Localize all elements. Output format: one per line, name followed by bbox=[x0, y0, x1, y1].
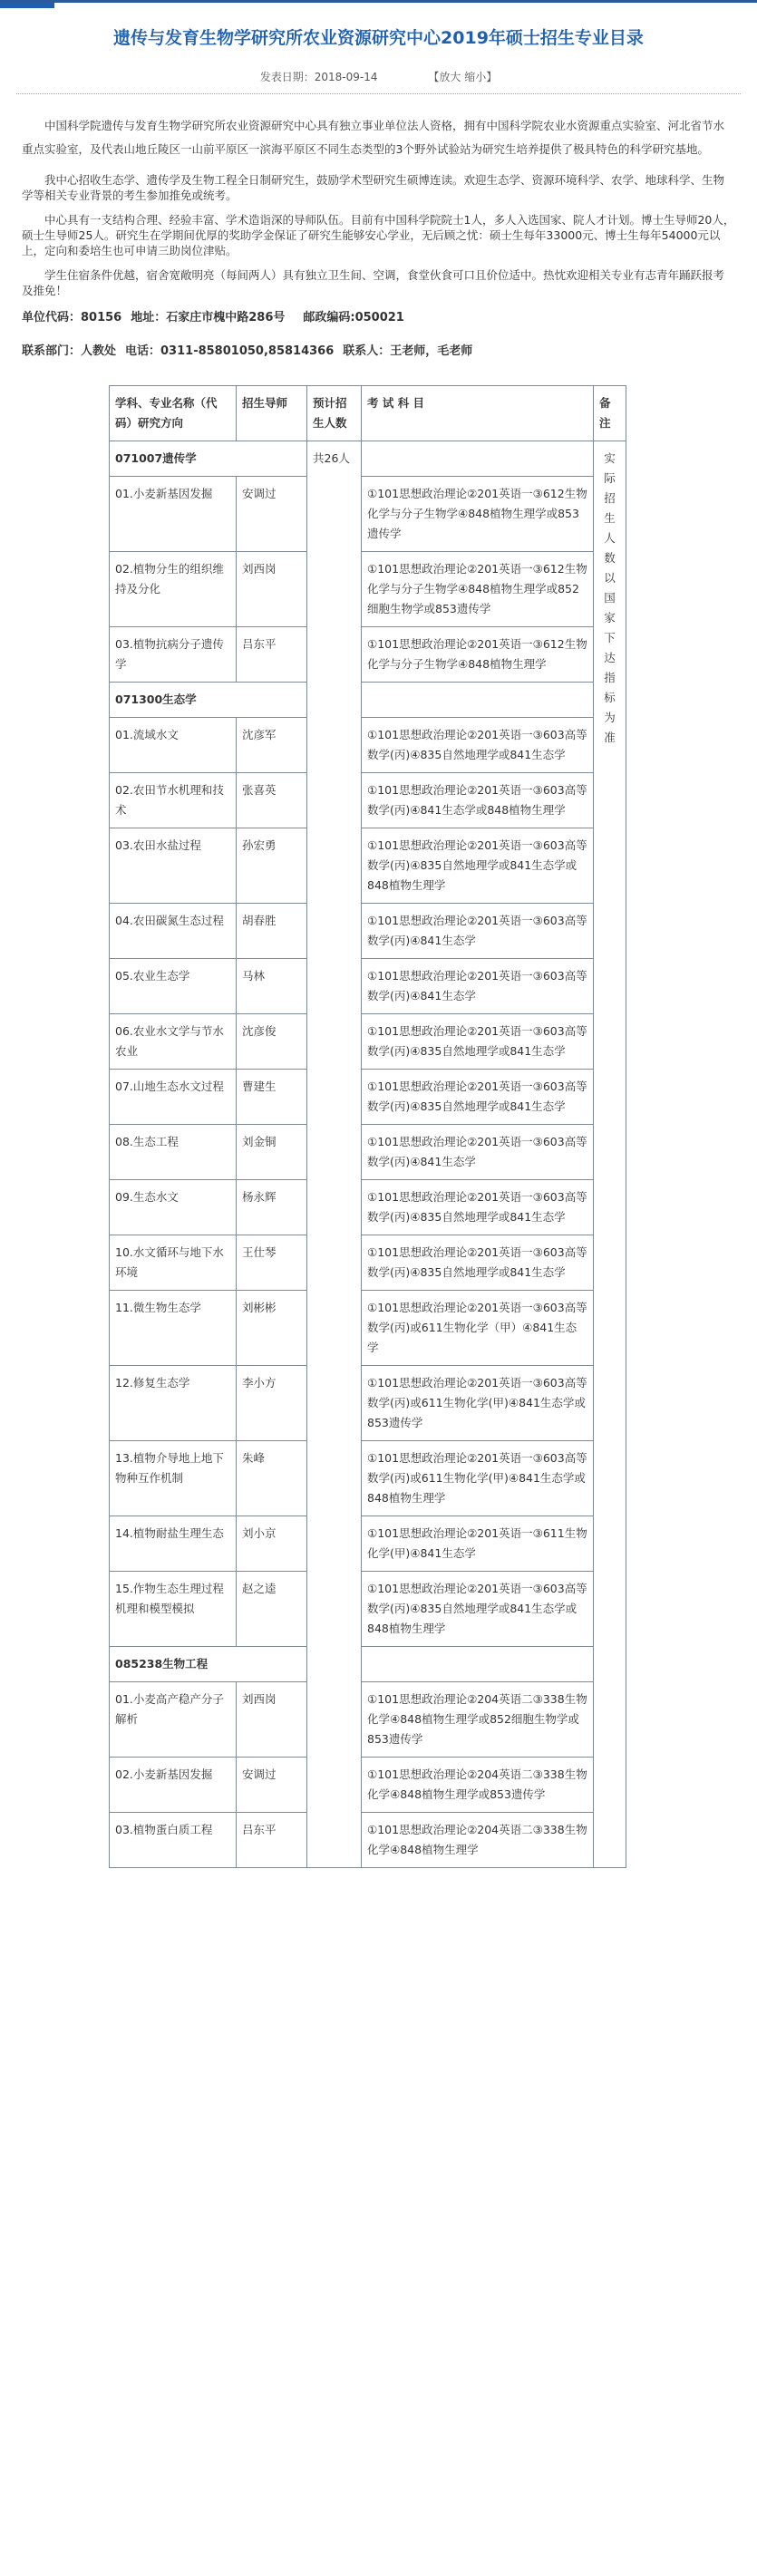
exam-subjects: ①101思想政治理论②204英语二③338生物化学④848植物生理学或853遗传学 bbox=[362, 1758, 594, 1813]
zoom-controls bbox=[428, 71, 497, 83]
breadcrumb-stub bbox=[0, 3, 54, 8]
research-direction: 01.流域水文 bbox=[110, 718, 237, 773]
table-row bbox=[110, 552, 626, 627]
table-row bbox=[110, 477, 626, 552]
unit-info bbox=[22, 307, 735, 324]
table-row bbox=[110, 627, 626, 683]
research-direction: 01.小麦高产稳产分子解析 bbox=[110, 1682, 237, 1758]
unit-code: 单位代码：80156 bbox=[22, 311, 122, 324]
header-note: 备注 bbox=[594, 386, 626, 441]
research-direction: 06.农业水文学与节水农业 bbox=[110, 1014, 237, 1070]
table-row bbox=[110, 1366, 626, 1441]
advisor-name: 胡春胜 bbox=[237, 904, 307, 959]
top-rule bbox=[0, 0, 757, 3]
section-row bbox=[110, 683, 626, 718]
table-row bbox=[110, 1014, 626, 1070]
advisor-name: 王仕琴 bbox=[237, 1235, 307, 1291]
table-row bbox=[110, 959, 626, 1014]
header-advisor: 招生导师 bbox=[237, 386, 307, 441]
table-row bbox=[110, 828, 626, 904]
table-row bbox=[110, 1125, 626, 1180]
exam-subjects: ①101思想政治理论②201英语一③603高等数学(丙)④841生态学或848植物生理学 bbox=[362, 773, 594, 828]
table-row bbox=[110, 1682, 626, 1758]
note-cell bbox=[594, 441, 626, 1868]
advisor-name: 刘西岗 bbox=[237, 552, 307, 627]
section-name: 071300生态学 bbox=[110, 683, 307, 718]
advisor-name: 张喜英 bbox=[237, 773, 307, 828]
exam-cell-empty bbox=[362, 683, 594, 718]
research-direction: 11.微生物生态学 bbox=[110, 1291, 237, 1366]
divider bbox=[16, 93, 741, 94]
zoom-out-link[interactable]: 缩小 bbox=[464, 71, 487, 83]
exam-subjects: ①101思想政治理论②201英语一③603高等数学(丙)④835自然地理学或841生态学 bbox=[362, 1014, 594, 1070]
advisor-name: 沈彦军 bbox=[237, 718, 307, 773]
exam-subjects: ①101思想政治理论②201英语一③603高等数学(丙)④835自然地理学或841生态学 bbox=[362, 1070, 594, 1125]
section-row bbox=[110, 1647, 626, 1682]
exam-subjects: ①101思想政治理论②201英语一③603高等数学(丙)④835自然地理学或841生态学 bbox=[362, 718, 594, 773]
zoom-bracket-open: 【 bbox=[428, 71, 440, 83]
advisor-name: 安调过 bbox=[237, 477, 307, 552]
research-direction: 02.小麦新基因发掘 bbox=[110, 1758, 237, 1813]
research-direction: 04.农田碳氮生态过程 bbox=[110, 904, 237, 959]
advisor-name: 杨永辉 bbox=[237, 1180, 307, 1235]
advisor-name: 吕东平 bbox=[237, 1813, 307, 1868]
exam-subjects: ①101思想政治理论②201英语一③603高等数学(丙)④835自然地理学或841生态学或848植物生理学 bbox=[362, 828, 594, 904]
advisor-name: 沈彦俊 bbox=[237, 1014, 307, 1070]
section-row bbox=[110, 441, 626, 477]
advisor-name: 曹建生 bbox=[237, 1070, 307, 1125]
quota-total: 共26人 bbox=[307, 441, 362, 1868]
intro-paragraph: 中国科学院遗传与发育生物学研究所农业资源研究中心具有独立事业单位法人资格，拥有中国科学院农业水资源重点实验室、河北省节水重点实验室，及代表山地丘陵区一山前平原区一滨海平原区不同生态类型的3个野外试验站为研究生培养提供了极具特色的科学研究基地。 bbox=[22, 119, 725, 156]
research-direction: 03.植物抗病分子遗传学 bbox=[110, 627, 237, 683]
advisor-name: 安调过 bbox=[237, 1758, 307, 1813]
research-direction: 05.农业生态学 bbox=[110, 959, 237, 1014]
research-direction: 15.作物生态生理过程机理和模型模拟 bbox=[110, 1572, 237, 1647]
exam-subjects: ①101思想政治理论②201英语一③603高等数学(丙)④841生态学 bbox=[362, 959, 594, 1014]
note-text: 实际招生人数以国家下达指标为准 bbox=[604, 451, 616, 744]
table-row bbox=[110, 718, 626, 773]
section-name: 085238生物工程 bbox=[110, 1647, 307, 1682]
advisor-name: 刘小京 bbox=[237, 1516, 307, 1572]
exam-subjects: ①101思想政治理论②204英语二③338生物化学④848植物生理学 bbox=[362, 1813, 594, 1868]
advisor-name: 马林 bbox=[237, 959, 307, 1014]
phone: 电话：0311-85801050,85814366 bbox=[125, 344, 335, 358]
research-direction: 13.植物介导地上地下物种互作机制 bbox=[110, 1441, 237, 1516]
advisor-name: 孙宏勇 bbox=[237, 828, 307, 904]
exam-subjects: ①101思想政治理论②201英语一③603高等数学(丙)④835自然地理学或841生态学 bbox=[362, 1180, 594, 1235]
page-title: 遗传与发育生物学研究所农业资源研究中心2019年硕士招生专业目录 bbox=[113, 28, 644, 48]
table-row bbox=[110, 1441, 626, 1516]
table-row bbox=[110, 1180, 626, 1235]
table-row bbox=[110, 1758, 626, 1813]
bottom-spacer bbox=[0, 1868, 757, 1895]
table-row bbox=[110, 1235, 626, 1291]
exam-subjects: ①101思想政治理论②201英语一③603高等数学(丙)④835自然地理学或841生态学或848植物生理学 bbox=[362, 1572, 594, 1647]
zoom-bracket-close: 】 bbox=[486, 71, 498, 83]
research-direction: 08.生态工程 bbox=[110, 1125, 237, 1180]
research-direction: 01.小麦新基因发掘 bbox=[110, 477, 237, 552]
contact-info bbox=[22, 341, 735, 358]
header-quota: 预计招生人数 bbox=[307, 386, 362, 441]
postcode: 邮政编码:050021 bbox=[303, 311, 404, 324]
table-row bbox=[110, 1070, 626, 1125]
table-row bbox=[110, 1516, 626, 1572]
exam-subjects: ①101思想政治理论②201英语一③611生物化学(甲)④841生态学 bbox=[362, 1516, 594, 1572]
research-direction: 03.植物蛋白质工程 bbox=[110, 1813, 237, 1868]
intro-paragraph: 我中心招收生态学、遗传学及生物工程全日制研究生，鼓励学术型研究生硕博连读。欢迎生态学、资源环境科学、农学、地球科学、生物学等相关专业背景的考生参加推免或统考。 bbox=[22, 173, 725, 202]
research-direction: 14.植物耐盐生理生态 bbox=[110, 1516, 237, 1572]
enrollment-table bbox=[109, 385, 626, 1868]
intro-paragraph: 学生住宿条件优越，宿舍宽敞明亮（每间两人）具有独立卫生间、空调，食堂伙食可口且价位适中。热忱欢迎相关专业有志青年踊跃报考及推免！ bbox=[22, 268, 725, 297]
exam-subjects: ①101思想政治理论②201英语一③603高等数学(丙)④841生态学 bbox=[362, 1125, 594, 1180]
table-row bbox=[110, 904, 626, 959]
article-meta bbox=[0, 69, 757, 84]
header-exam: 考 试 科 目 bbox=[362, 386, 594, 441]
table-row bbox=[110, 1572, 626, 1647]
table-row bbox=[110, 773, 626, 828]
department: 联系部门：人教处 bbox=[22, 344, 117, 358]
intro-paragraph: 中心具有一支结构合理、经验丰富、学术造诣深的导师队伍。目前有中国科学院院士1人，多人入选国家、院人才计划。博士生导师20人，硕士生导师25人。研究生在学期间优厚的奖助学金保证了研究生能够安心学业，无后顾之忧：硕士生每年33000元、博士生每年54000元以上，定向和委培生也可申请三助岗位津贴。 bbox=[22, 213, 735, 257]
zoom-in-link[interactable]: 放大 bbox=[439, 71, 461, 83]
advisor-name: 吕东平 bbox=[237, 627, 307, 683]
advisor-name: 刘西岗 bbox=[237, 1682, 307, 1758]
advisor-name: 李小方 bbox=[237, 1366, 307, 1441]
address: 地址：石家庄市槐中路286号 bbox=[131, 311, 286, 324]
exam-cell-empty bbox=[362, 441, 594, 477]
exam-subjects: ①101思想政治理论②201英语一③603高等数学(丙)④841生态学 bbox=[362, 904, 594, 959]
exam-subjects: ①101思想政治理论②201英语一③612生物化学与分子生物学④848植物生理学或853遗传学 bbox=[362, 477, 594, 552]
table-row bbox=[110, 1291, 626, 1366]
research-direction: 10.水文循环与地下水环境 bbox=[110, 1235, 237, 1291]
contact-person: 联系人：王老师，毛老师 bbox=[343, 344, 473, 358]
table-header-row bbox=[110, 386, 626, 441]
advisor-name: 刘彬彬 bbox=[237, 1291, 307, 1366]
header-major: 学科、专业名称（代码）研究方向 bbox=[110, 386, 237, 441]
research-direction: 07.山地生态水文过程 bbox=[110, 1070, 237, 1125]
advisor-name: 刘金铜 bbox=[237, 1125, 307, 1180]
exam-cell-empty bbox=[362, 1647, 594, 1682]
exam-subjects: ①101思想政治理论②201英语一③612生物化学与分子生物学④848植物生理学 bbox=[362, 627, 594, 683]
advisor-name: 朱峰 bbox=[237, 1441, 307, 1516]
exam-subjects: ①101思想政治理论②201英语一③612生物化学与分子生物学④848植物生理学或852细胞生物学或853遗传学 bbox=[362, 552, 594, 627]
exam-subjects: ①101思想政治理论②201英语一③603高等数学(丙)或611生物化学(甲)④841生态学或848植物生理学 bbox=[362, 1441, 594, 1516]
table-body bbox=[110, 441, 626, 1868]
advisor-name: 赵之逵 bbox=[237, 1572, 307, 1647]
exam-subjects: ①101思想政治理论②201英语一③603高等数学(丙)或611生物化学(甲)④841生态学或853遗传学 bbox=[362, 1366, 594, 1441]
exam-subjects: ①101思想政治理论②204英语二③338生物化学④848植物生理学或852细胞生物学或853遗传学 bbox=[362, 1682, 594, 1758]
research-direction: 02.农田节水机理和技术 bbox=[110, 773, 237, 828]
exam-subjects: ①101思想政治理论②201英语一③603高等数学(丙)④835自然地理学或841生态学 bbox=[362, 1235, 594, 1291]
table-row bbox=[110, 1813, 626, 1868]
research-direction: 03.农田水盐过程 bbox=[110, 828, 237, 904]
research-direction: 12.修复生态学 bbox=[110, 1366, 237, 1441]
publish-date: 发表日期：2018-09-14 bbox=[259, 71, 378, 83]
research-direction: 02.植物分生的组织维持及分化 bbox=[110, 552, 237, 627]
exam-subjects: ①101思想政治理论②201英语一③603高等数学(丙)或611生物化学（甲）④841生态学 bbox=[362, 1291, 594, 1366]
research-direction: 09.生态水文 bbox=[110, 1180, 237, 1235]
section-name: 071007遗传学 bbox=[110, 441, 307, 477]
